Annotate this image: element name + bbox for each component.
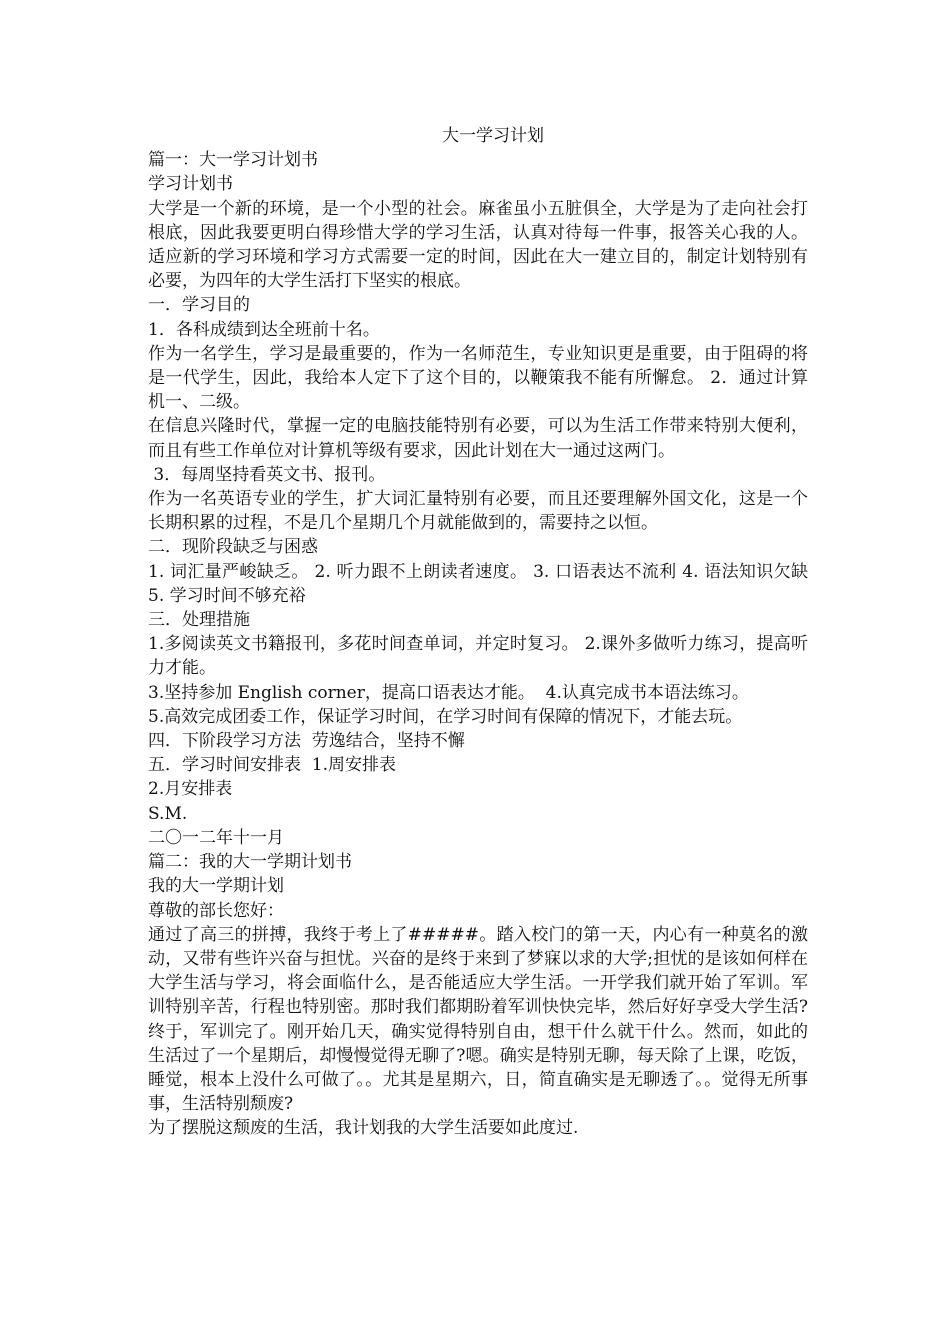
paragraph: 在信息兴隆时代，掌握一定的电脑技能特别有必要，可以为生活工作带来特别大便利，而且有些工作单位对计算机等级有要求，因此计划在大一通过这两门。 xyxy=(148,416,808,461)
text-line: 为了摆脱这颓废的生活，我计划我的大学生活要如此度过. xyxy=(148,1118,579,1139)
text-line: 五．学习时间安排表 1.周安排表 xyxy=(148,755,397,776)
text-line: S.M. xyxy=(148,803,188,824)
text-line: 篇二：我的大一学期计划书 xyxy=(148,852,352,873)
document-blocks xyxy=(148,148,808,1140)
text-line: 3.坚持参加 English corner，提高口语表达才能。 4.认真完成书本语法练习。 xyxy=(148,682,749,703)
text-line: 学习计划书 xyxy=(148,174,233,195)
text-line: 我的大一学期计划 xyxy=(148,876,284,897)
text-line: 三．处理措施 xyxy=(148,610,250,631)
text-line: 篇一：大一学习计划书 xyxy=(148,150,318,171)
text-line: 二．现阶段缺乏与困惑 xyxy=(148,537,318,558)
text-line: 一．学习目的 xyxy=(148,295,250,316)
paragraph: 作为一名英语专业的学生，扩大词汇量特别有必要，而且还要理解外国文化，这是一个长期积累的过程，不是几个星期几个月就能做到的，需要持之以恒。 xyxy=(148,489,808,534)
text-line: 四．下阶段学习方法 劳逸结合，坚持不懈 xyxy=(148,731,465,752)
text-line: 3．每周坚持看英文书、报刊。 xyxy=(148,464,386,485)
text-line: 二〇一二年十一月 xyxy=(148,827,284,848)
document-body xyxy=(148,124,808,1141)
text-line: 5.高效完成团委工作，保证学习时间，在学习时间有保障的情况下，才能去玩。 xyxy=(148,706,743,727)
paragraph: 大学是一个新的环境，是一个小型的社会。麻雀虽小五脏俱全，大学是为了走向社会打根底，因此我要更明白得珍惜大学的学习生活，认真对待每一件事，报答关心我的人。适应新的学习环境和学习方式需要一定的时间，因此在大一建立目的，制定计划特别有必要，为四年的大学生活打下坚实的根底。 xyxy=(148,198,808,292)
text-line: 尊敬的部长您好： xyxy=(148,900,284,921)
text-line: 1．各科成绩到达全班前十名。 xyxy=(148,319,380,340)
paragraph: 1.多阅读英文书籍报刊，多花时间查单词，并定时复习。 2.课外多做听力练习，提高听力才能。 xyxy=(148,634,808,679)
paragraph: 作为一名学生，学习是最重要的，作为一名师范生，专业知识更是重要，由于阻碍的将是一代学生，因此，我给本人定下了这个目的，以鞭策我不能有所懈怠。 2．通过计算机一、二级。 xyxy=(148,343,808,413)
paragraph: 1. 词汇量严峻缺乏。 2. 听力跟不上朗读者速度。 3. 口语表达不流利 4. 语法知识欠缺 5. 学习时间不够充裕 xyxy=(148,561,808,606)
document-title: 大一学习计划 xyxy=(442,126,544,146)
paragraph: 通过了高三的拼搏，我终于考上了#####。踏入校门的第一天，内心有一种莫名的激动，又带有些许兴奋与担忧。兴奋的是终于来到了梦寐以求的大学;担忧的是该如何样在大学生活与学习，将会面临什么，是否能适应大学生活。一开学我们就开始了军训。军训特别辛苦，行程也特别密。那时我们都期盼着军训快快完毕，然后好好享受大学生活?终于，军训完了。刚开始几天，确实觉得特别自由，想干什么就干什么。然而，如此的生活过了一个星期后，却慢慢觉得无聊了?嗯。确实是特别无聊，每天除了上课，吃饭，睡觉，根本上没什么可做了。。尤其是星期六，日，简直确实是无聊透了。。觉得无所事事，生活特别颓废? xyxy=(148,924,808,1115)
text-line: 2.月安排表 xyxy=(148,779,233,800)
